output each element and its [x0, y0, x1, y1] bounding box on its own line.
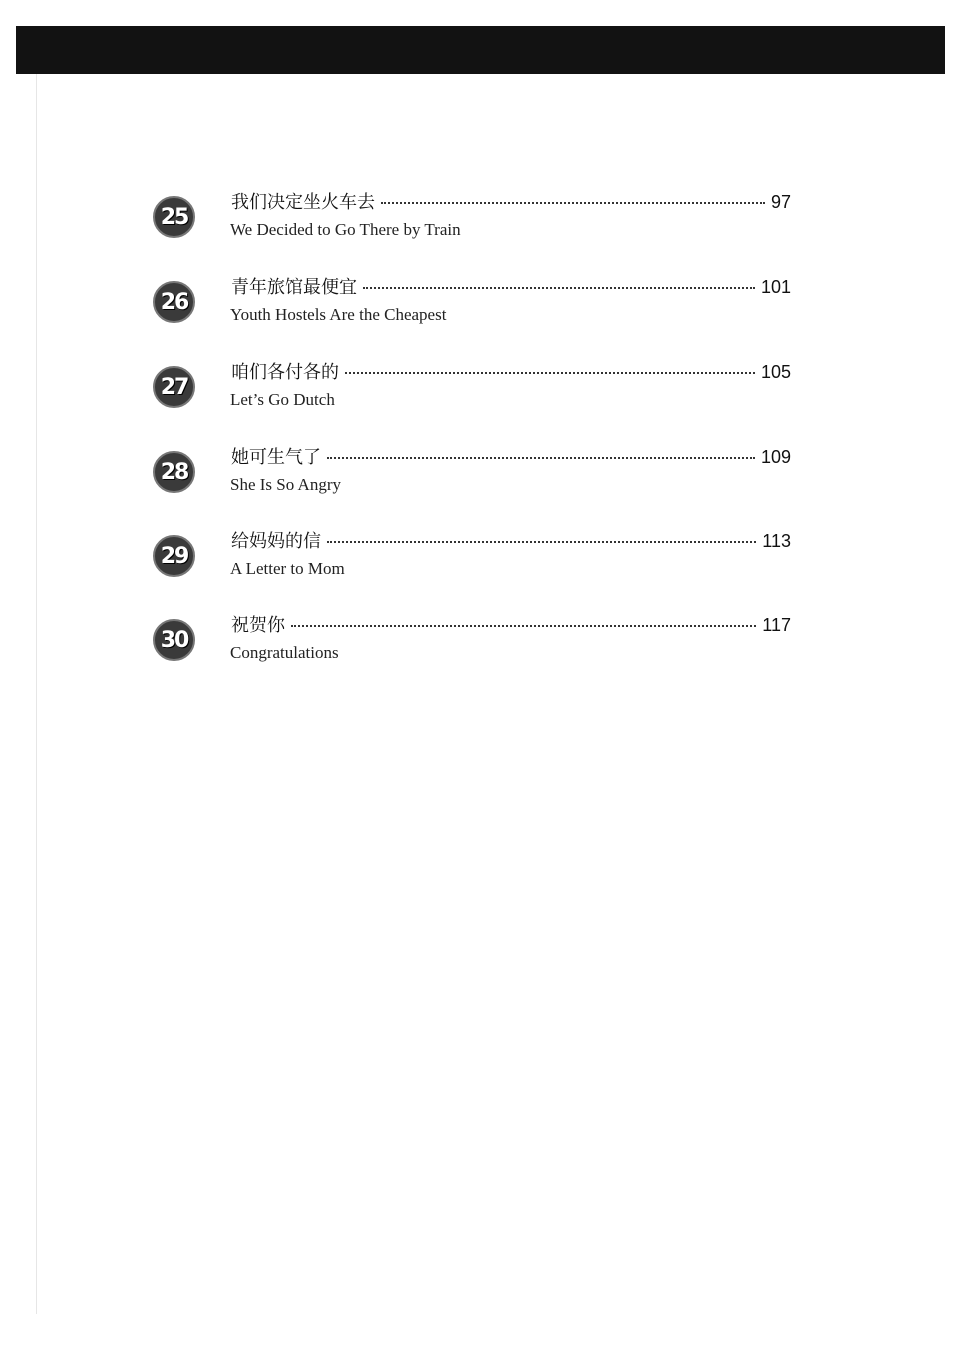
lesson-title-zh: 她可生气了 [231, 447, 321, 468]
lesson-title-en: Youth Hostels Are the Cheapest [230, 305, 447, 324]
lesson-title-en: She Is So Angry [230, 475, 341, 494]
lesson-title-en: Congratulations [230, 643, 339, 662]
toc-entry[interactable] [0, 192, 960, 276]
dot-leader [291, 625, 756, 627]
toc-line [231, 358, 791, 384]
dot-leader [327, 457, 755, 459]
dot-leader [381, 202, 765, 204]
toc-entry[interactable] [0, 447, 960, 531]
dot-leader [363, 287, 755, 289]
page-number: 117 [762, 615, 791, 635]
toc-line [231, 611, 791, 637]
lesson-title-zh: 青年旅馆最便宜 [231, 277, 357, 298]
page-number: 97 [770, 192, 791, 212]
lesson-number-badge: 29 [153, 535, 195, 577]
page-number: 113 [762, 531, 791, 551]
lesson-title-zh: 我们决定坐火车去 [231, 192, 375, 213]
page-number: 109 [760, 447, 791, 467]
lesson-number-badge: 27 [153, 366, 195, 408]
lesson-number-badge: 26 [153, 281, 195, 323]
lesson-number-badge: 30 [153, 619, 195, 661]
dot-leader [327, 541, 756, 543]
lesson-title-en: Let’s Go Dutch [230, 390, 335, 409]
page-number: 101 [760, 277, 791, 297]
toc-entry[interactable] [0, 531, 960, 615]
lesson-title-zh: 祝贺你 [231, 615, 285, 636]
lesson-title-zh: 给妈妈的信 [231, 531, 321, 552]
lesson-title-en: A Letter to Mom [230, 559, 345, 578]
toc-entry[interactable] [0, 362, 960, 446]
toc-entry[interactable] [0, 615, 960, 699]
dot-leader [345, 372, 755, 374]
lesson-title-zh: 咱们各付各的 [231, 362, 339, 383]
toc-line [231, 443, 791, 469]
lesson-number-badge: 25 [153, 196, 195, 238]
lesson-title-en: We Decided to Go There by Train [230, 220, 461, 239]
toc-line [231, 188, 791, 214]
lesson-number-badge: 28 [153, 451, 195, 493]
toc-line [231, 527, 791, 553]
toc-entry[interactable] [0, 277, 960, 361]
page-number: 105 [760, 362, 791, 382]
toc-line [231, 273, 791, 299]
